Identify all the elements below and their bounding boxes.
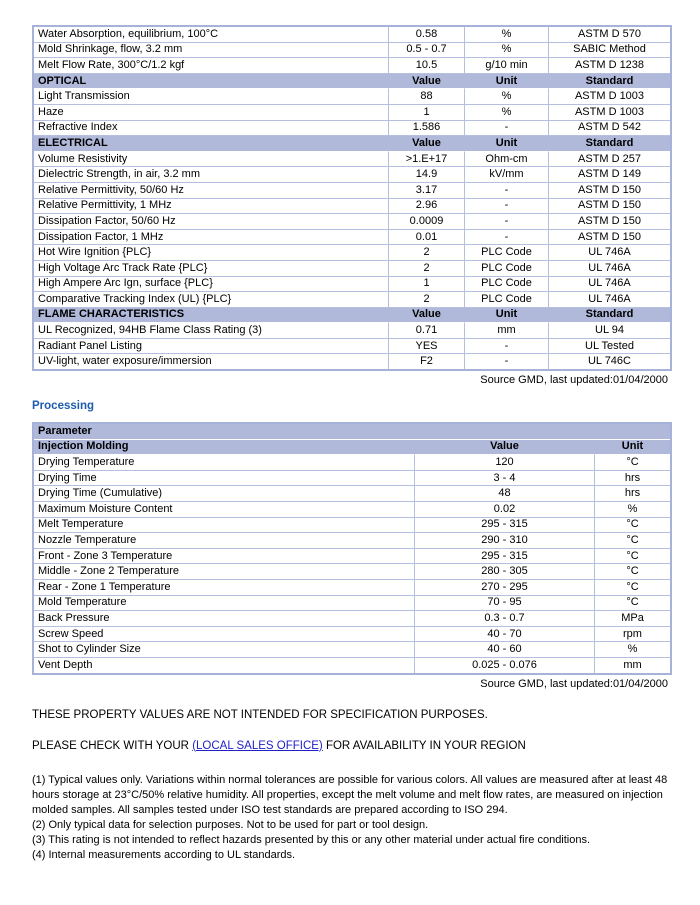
unit-cell: % <box>465 43 549 59</box>
unit-cell: - <box>465 230 549 246</box>
standard-cell: ASTM D 1003 <box>549 105 670 121</box>
source-note-properties: Source GMD, last updated:01/04/2000 <box>480 374 668 387</box>
table-row <box>34 58 670 74</box>
standard-cell: ASTM D 149 <box>549 167 670 183</box>
column-header-unit: Unit <box>595 440 670 456</box>
unit-cell: PLC Code <box>465 292 549 308</box>
table-row <box>34 642 670 658</box>
footnote-4: (4) Internal measurements according to UL standards. <box>32 848 296 861</box>
property-cell: High Voltage Arc Track Rate {PLC} <box>34 261 389 277</box>
unit-cell: - <box>465 354 549 369</box>
property-cell: Refractive Index <box>34 121 389 137</box>
unit-cell: - <box>465 214 549 230</box>
property-cell: Hot Wire Ignition {PLC} <box>34 245 389 261</box>
column-header-value: Value <box>389 136 465 152</box>
value-cell: 2 <box>389 245 465 261</box>
value-cell: 3.17 <box>389 183 465 199</box>
properties-table <box>32 25 672 371</box>
section-title: OPTICAL <box>34 74 389 90</box>
table-row <box>34 658 670 673</box>
standard-cell: UL 746A <box>549 292 670 308</box>
table-row <box>34 339 670 355</box>
value-cell: 0.025 - 0.076 <box>415 658 595 673</box>
column-header-standard: Standard <box>549 136 670 152</box>
unit-cell: °C <box>595 596 670 612</box>
unit-cell: - <box>465 183 549 199</box>
local-sales-office-link[interactable]: (LOCAL SALES OFFICE) <box>192 739 323 752</box>
table-row <box>34 214 670 230</box>
unit-cell: % <box>595 502 670 518</box>
standard-cell: UL 94 <box>549 323 670 339</box>
table-row <box>34 292 670 308</box>
footnotes <box>32 773 668 863</box>
parameter-cell: Rear - Zone 1 Temperature <box>34 580 415 596</box>
section-header-row <box>34 74 670 90</box>
table-row <box>34 152 670 168</box>
unit-cell: rpm <box>595 627 670 643</box>
parameter-cell: Middle - Zone 2 Temperature <box>34 564 415 580</box>
table-row <box>34 105 670 121</box>
availability-line <box>32 740 668 752</box>
value-cell: 0.0009 <box>389 214 465 230</box>
parameter-cell: Nozzle Temperature <box>34 533 415 549</box>
unit-cell: PLC Code <box>465 277 549 293</box>
parameter-cell: Melt Temperature <box>34 518 415 534</box>
parameter-cell: Front - Zone 3 Temperature <box>34 549 415 565</box>
parameter-cell: Shot to Cylinder Size <box>34 642 415 658</box>
property-cell: Melt Flow Rate, 300°C/1.2 kgf <box>34 58 389 74</box>
property-cell: Haze <box>34 105 389 121</box>
table-row <box>34 486 670 502</box>
parameter-cell: Vent Depth <box>34 658 415 673</box>
parameter-cell: Screw Speed <box>34 627 415 643</box>
value-cell: 0.3 - 0.7 <box>415 611 595 627</box>
table-row <box>34 167 670 183</box>
processing-table <box>32 422 672 675</box>
availability-suffix: FOR AVAILABILITY IN YOUR REGION <box>322 739 526 752</box>
unit-cell: % <box>595 642 670 658</box>
unit-cell: % <box>465 105 549 121</box>
property-cell: Relative Permittivity, 50/60 Hz <box>34 183 389 199</box>
footnote-2: (2) Only typical data for selection purposes. Not to be used for part or tool design. <box>32 818 429 831</box>
value-cell: 2.96 <box>389 199 465 215</box>
table-row <box>34 596 670 612</box>
value-cell: 0.5 - 0.7 <box>389 43 465 59</box>
table-row <box>34 121 670 137</box>
unit-cell: - <box>465 121 549 137</box>
value-cell: >1.E+17 <box>389 152 465 168</box>
property-cell: Light Transmission <box>34 89 389 105</box>
table-row <box>34 455 670 471</box>
value-cell: 0.02 <box>415 502 595 518</box>
table-row <box>34 27 670 43</box>
table-row <box>34 89 670 105</box>
property-cell: UV-light, water exposure/immersion <box>34 354 389 369</box>
value-cell: 0.58 <box>389 27 465 43</box>
table-row <box>34 518 670 534</box>
value-cell: 3 - 4 <box>415 471 595 487</box>
property-cell: Mold Shrinkage, flow, 3.2 mm <box>34 43 389 59</box>
unit-cell: °C <box>595 518 670 534</box>
unit-cell: Ohm-cm <box>465 152 549 168</box>
table-row <box>34 549 670 565</box>
footnote-3: (3) This rating is not intended to reflect hazards presented by this or any other material under actual fire conditions. <box>32 833 591 846</box>
availability-prefix: PLEASE CHECK WITH YOUR <box>32 739 193 752</box>
section-header-row <box>34 136 670 152</box>
injection-molding-header-row <box>34 440 670 456</box>
table-row <box>34 354 670 369</box>
value-cell: 270 - 295 <box>415 580 595 596</box>
value-cell: 14.9 <box>389 167 465 183</box>
value-cell: 10.5 <box>389 58 465 74</box>
unit-cell: hrs <box>595 486 670 502</box>
value-cell: 295 - 315 <box>415 549 595 565</box>
value-cell: 290 - 310 <box>415 533 595 549</box>
standard-cell: ASTM D 150 <box>549 230 670 246</box>
column-header-value: Value <box>389 308 465 324</box>
value-cell: 0.71 <box>389 323 465 339</box>
standard-cell: ASTM D 257 <box>549 152 670 168</box>
value-cell: F2 <box>389 354 465 369</box>
unit-cell: mm <box>465 323 549 339</box>
standard-cell: UL 746A <box>549 245 670 261</box>
unit-cell: PLC Code <box>465 261 549 277</box>
value-cell: 40 - 60 <box>415 642 595 658</box>
source-note-processing: Source GMD, last updated:01/04/2000 <box>480 677 668 690</box>
standard-cell: ASTM D 542 <box>549 121 670 137</box>
table-row <box>34 580 670 596</box>
property-cell: Relative Permittivity, 1 MHz <box>34 199 389 215</box>
table-row <box>34 183 670 199</box>
parameter-header: Parameter <box>34 424 670 440</box>
standard-cell: ASTM D 150 <box>549 214 670 230</box>
value-cell: 48 <box>415 486 595 502</box>
value-cell: 1 <box>389 277 465 293</box>
table-row <box>34 323 670 339</box>
section-title: FLAME CHARACTERISTICS <box>34 308 389 324</box>
column-header-standard: Standard <box>549 308 670 324</box>
unit-cell: - <box>465 339 549 355</box>
value-cell: 295 - 315 <box>415 518 595 534</box>
unit-cell: °C <box>595 549 670 565</box>
section-title: ELECTRICAL <box>34 136 389 152</box>
unit-cell: °C <box>595 580 670 596</box>
property-cell: UL Recognized, 94HB Flame Class Rating (3) <box>34 323 389 339</box>
subheader-label: Injection Molding <box>34 440 415 456</box>
property-cell: Dielectric Strength, in air, 3.2 mm <box>34 167 389 183</box>
table-row <box>34 471 670 487</box>
unit-cell: °C <box>595 533 670 549</box>
column-header-value: Value <box>415 440 595 456</box>
standard-cell: ASTM D 570 <box>549 27 670 43</box>
standard-cell: ASTM D 1238 <box>549 58 670 74</box>
value-cell: 88 <box>389 89 465 105</box>
table-row <box>34 277 670 293</box>
value-cell: 70 - 95 <box>415 596 595 612</box>
datasheet-page <box>32 0 668 863</box>
column-header-standard: Standard <box>549 74 670 90</box>
standard-cell: ASTM D 150 <box>549 183 670 199</box>
table-row <box>34 564 670 580</box>
table-row <box>34 261 670 277</box>
value-cell: 2 <box>389 292 465 308</box>
value-cell: 1.586 <box>389 121 465 137</box>
value-cell: 120 <box>415 455 595 471</box>
parameter-cell: Drying Temperature <box>34 455 415 471</box>
standard-cell: ASTM D 1003 <box>549 89 670 105</box>
property-cell: Water Absorption, equilibrium, 100°C <box>34 27 389 43</box>
parameter-cell: Drying Time (Cumulative) <box>34 486 415 502</box>
parameter-cell: Back Pressure <box>34 611 415 627</box>
property-cell: High Ampere Arc Ign, surface {PLC} <box>34 277 389 293</box>
processing-table-body <box>34 424 670 673</box>
table-row <box>34 502 670 518</box>
property-cell: Comparative Tracking Index (UL) {PLC} <box>34 292 389 308</box>
table-row <box>34 230 670 246</box>
property-cell: Radiant Panel Listing <box>34 339 389 355</box>
value-cell: YES <box>389 339 465 355</box>
standard-cell: UL 746C <box>587 355 631 368</box>
unit-cell: % <box>465 27 549 43</box>
processing-heading: Processing <box>32 400 94 413</box>
table-row <box>34 245 670 261</box>
standard-cell: UL 746A <box>549 277 670 293</box>
parameter-cell: Mold Temperature <box>34 596 415 612</box>
table-row <box>34 533 670 549</box>
unit-cell: MPa <box>595 611 670 627</box>
table-row <box>34 43 670 59</box>
unit-cell: mm <box>623 658 642 671</box>
standard-cell: UL Tested <box>549 339 670 355</box>
column-header-unit: Unit <box>465 136 549 152</box>
unit-cell: - <box>465 199 549 215</box>
value-cell: 2 <box>389 261 465 277</box>
value-cell: 0.01 <box>389 230 465 246</box>
unit-cell: g/10 min <box>465 58 549 74</box>
section-header-row <box>34 308 670 324</box>
value-cell: 280 - 305 <box>415 564 595 580</box>
unit-cell: % <box>465 89 549 105</box>
disclaimer-line: THESE PROPERTY VALUES ARE NOT INTENDED FOR SPECIFICATION PURPOSES. <box>32 708 488 721</box>
value-cell: 1 <box>389 105 465 121</box>
unit-cell: kV/mm <box>465 167 549 183</box>
property-cell: Volume Resistivity <box>34 152 389 168</box>
standard-cell: ASTM D 150 <box>549 199 670 215</box>
unit-cell: hrs <box>595 471 670 487</box>
column-header-unit: Unit <box>465 74 549 90</box>
parameter-cell: Drying Time <box>34 471 415 487</box>
unit-cell: °C <box>595 564 670 580</box>
parameter-cell: Maximum Moisture Content <box>34 502 415 518</box>
unit-cell: °C <box>595 455 670 471</box>
unit-cell: PLC Code <box>465 245 549 261</box>
table-row <box>34 199 670 215</box>
standard-cell: UL 746A <box>549 261 670 277</box>
table-row <box>34 611 670 627</box>
properties-table-body <box>34 27 670 369</box>
property-cell: Dissipation Factor, 1 MHz <box>34 230 389 246</box>
footnote-1: (1) Typical values only. Variations within normal tolerances are possible for various colors. All values are measured after at least 48 hours storage at 23°C/50% relative humidity. All properties, except the melt volume and melt flow rates, are measured on injection molded samples. All samples tested under ISO test standards are prepared according to ISO 294. <box>32 773 668 816</box>
table-row <box>34 627 670 643</box>
value-cell: 40 - 70 <box>415 627 595 643</box>
column-header-unit: Unit <box>465 308 549 324</box>
column-header-value: Value <box>389 74 465 90</box>
standard-cell: SABIC Method <box>549 43 670 59</box>
property-cell: Dissipation Factor, 50/60 Hz <box>34 214 389 230</box>
parameter-header-row <box>34 424 670 440</box>
